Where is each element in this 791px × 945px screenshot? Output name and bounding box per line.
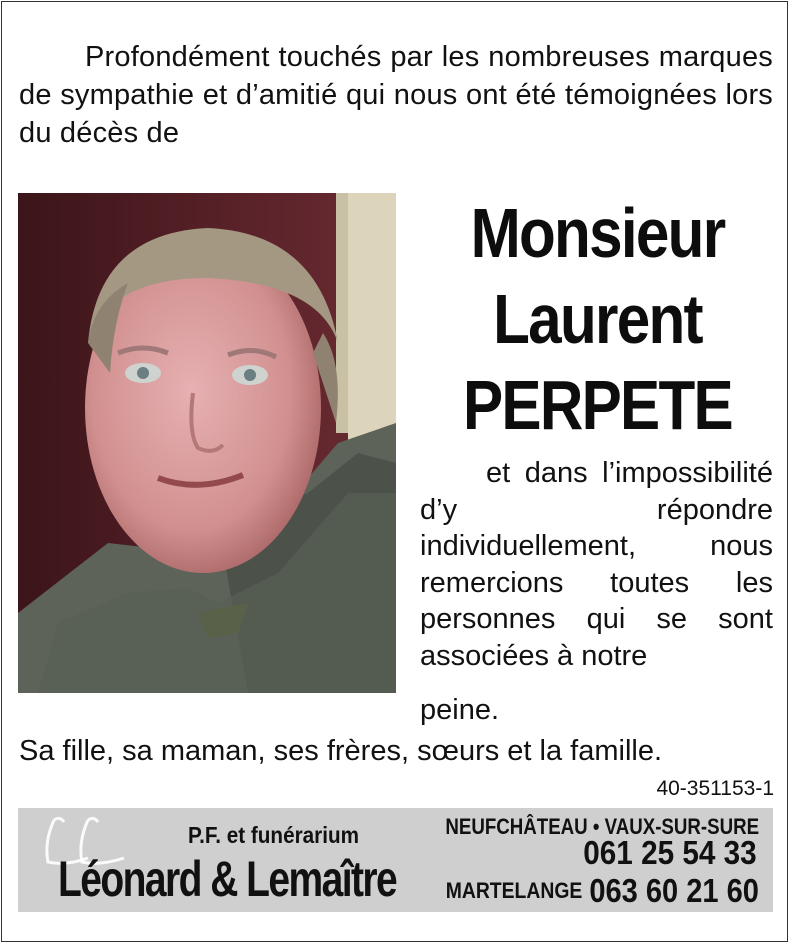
martelange-row — [446, 872, 759, 910]
deceased-name — [410, 190, 785, 448]
thanks-text-end: peine. — [420, 694, 500, 726]
funeral-home-banner — [18, 808, 773, 912]
name-title: Monsieur — [470, 194, 725, 272]
name-last: PERPETE — [463, 366, 732, 444]
thanks-text: et dans l’impossibilité d’y répondre individuellement, nous remercions toutes les personnes qui se sont associées à notre — [420, 457, 773, 672]
portrait-photo — [18, 193, 396, 693]
phone-martelange: 063 60 21 60 — [589, 872, 759, 909]
name-first: Laurent — [493, 280, 702, 358]
funeral-home-name: Léonard & Lemaître — [58, 851, 397, 907]
reference-number: 40-351153-1 — [656, 777, 774, 800]
family-signature: Sa fille, sa maman, ses frères, sœurs et la famille. — [19, 735, 663, 767]
location-neufchateau: NEUFCHÂTEAU • VAUX-SUR-SURE — [445, 814, 759, 839]
location-martelange: MARTELANGE — [445, 878, 583, 903]
intro-text: Profondément touchés par les nombreuses marques de sympathie et d’amitié qui nous ont été témoignées lors du décès de — [19, 41, 773, 149]
phone-neufchateau: 061 25 54 33 — [583, 834, 757, 871]
funeral-home-subtitle: P.F. et funérarium — [188, 822, 360, 848]
